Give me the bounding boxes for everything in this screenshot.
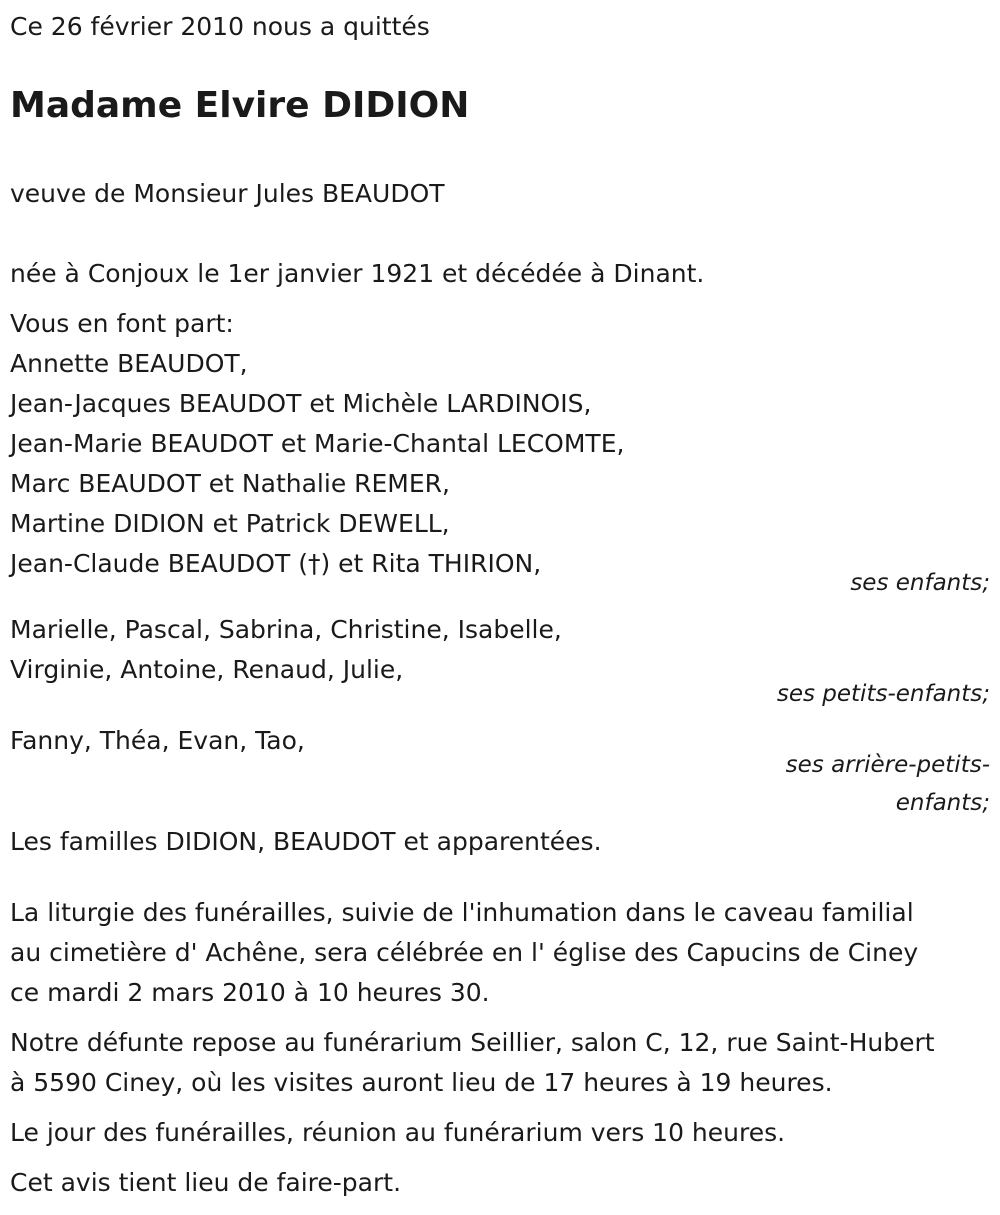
families-line: Les familles DIDION, BEAUDOT et apparentées. (10, 827, 602, 856)
liturgy-line: au cimetière d' Achêne, sera célébrée en l' église des Capucins de Ciney (10, 938, 919, 967)
child-line: Jean-Claude BEAUDOT (†) et Rita THIRION, (10, 549, 542, 578)
child-line: Martine DIDION et Patrick DEWELL, (10, 509, 450, 538)
child-line: Jean-Jacques BEAUDOT et Michèle LARDINOIS, (10, 389, 592, 418)
family-list (10, 304, 990, 862)
rest-line: à 5590 Ciney, où les visites auront lieu de 17 heures à 19 heures. (10, 1068, 833, 1097)
role-great-grandchildren-2: enfants; (895, 790, 990, 816)
role-children: ses enfants; (850, 570, 990, 596)
service-info (10, 893, 990, 1203)
grandchild-line: Virginie, Antoine, Renaud, Julie, (10, 655, 404, 684)
great-grandchild-line: Fanny, Théa, Evan, Tao, (10, 726, 305, 755)
deceased-name: Madame Elvire DIDION (10, 85, 470, 126)
liturgy-line: ce mardi 2 mars 2010 à 10 heures 30. (10, 978, 490, 1007)
rest-line: Notre défunte repose au funérarium Seillier, salon C, 12, rue Saint-Hubert (10, 1028, 935, 1057)
notify-intro: Vous en font part: (10, 309, 234, 338)
meeting-line: Le jour des funérailles, réunion au funérarium vers 10 heures. (10, 1118, 786, 1147)
widow-of-line: veuve de Monsieur Jules BEAUDOT (10, 179, 445, 208)
closing-line: Cet avis tient lieu de faire-part. (10, 1168, 402, 1197)
liturgy-line: La liturgie des funérailles, suivie de l'inhumation dans le caveau familial (10, 898, 914, 927)
role-grandchildren: ses petits-enfants; (776, 681, 990, 707)
child-line: Annette BEAUDOT, (10, 349, 248, 378)
child-line: Jean-Marie BEAUDOT et Marie-Chantal LECOMTE, (10, 429, 625, 458)
birth-death-line: née à Conjoux le 1er janvier 1921 et décédée à Dinant. (10, 259, 705, 288)
grandchild-line: Marielle, Pascal, Sabrina, Christine, Isabelle, (10, 615, 562, 644)
child-line: Marc BEAUDOT et Nathalie REMER, (10, 469, 450, 498)
intro-line: Ce 26 février 2010 nous a quittés (10, 12, 430, 41)
role-great-grandchildren-1: ses arrière-petits- (785, 752, 990, 778)
